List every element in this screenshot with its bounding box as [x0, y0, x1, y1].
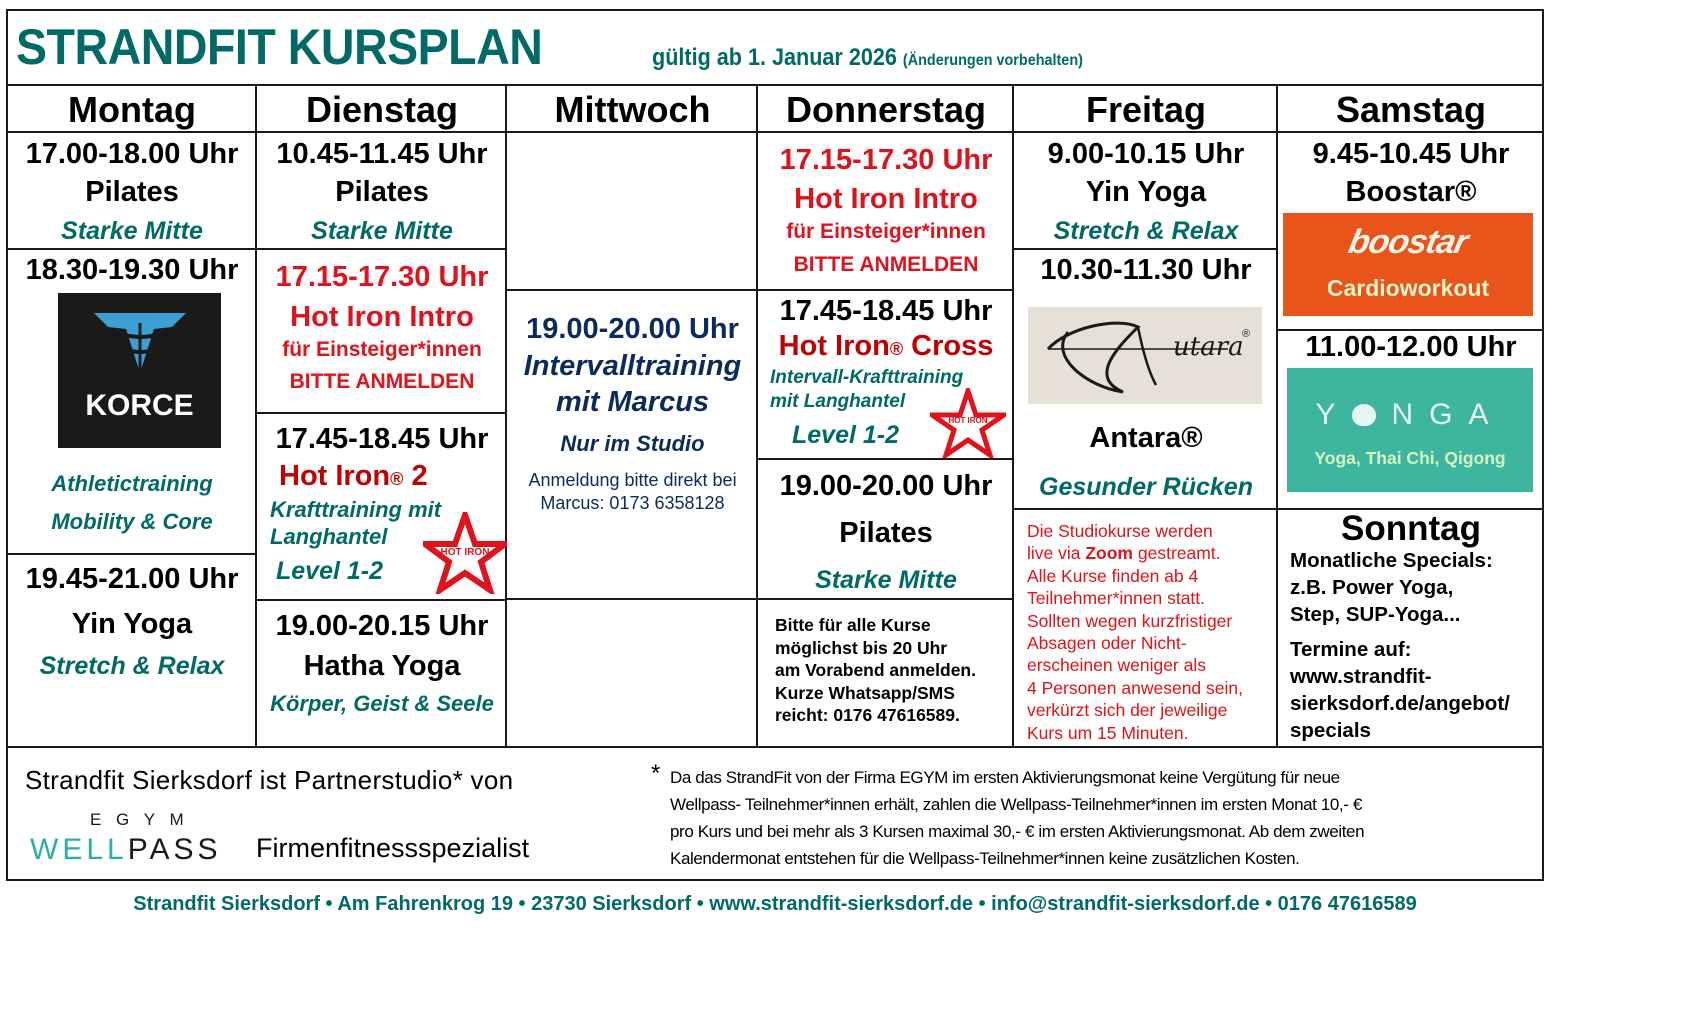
course-subtitle: für Einsteiger*innen	[282, 338, 482, 361]
course-subtitle: für Einsteiger*innen	[786, 220, 986, 243]
course-name: Hot Iron Intro	[290, 301, 474, 333]
footer-contact: Strandfit Sierksdorf • Am Fahrenkrog 19 • 23730 Sierksdorf • www.strandfit-sierksdorf.de • info@strandfit-sierksdorf.de • 0176 47616589	[133, 893, 1417, 915]
course-time: 17.15-17.30 Uhr	[779, 144, 993, 176]
course-name: Hot Iron Intro	[794, 183, 978, 215]
korce-wordmark: KORCE	[85, 389, 194, 422]
boostar-tagline: Cardioworkout	[1326, 275, 1490, 301]
course-subtitle: Stretch & Relax	[39, 652, 225, 680]
antara-signature-icon	[1028, 307, 1262, 404]
svg-text:HOT IRON: HOT IRON	[948, 416, 988, 425]
partner-statement: Strandfit Sierksdorf ist Partnerstudio* von	[25, 765, 514, 795]
antara-logo	[1028, 307, 1262, 404]
course-time: 17.15-17.30 Uhr	[275, 261, 489, 293]
course-montag-korce	[8, 252, 256, 288]
course-subtitle: Körper, Geist & Seele	[270, 691, 494, 716]
course-name: Intervalltraining	[523, 350, 742, 382]
course-time: 19.00-20.15 Uhr	[275, 610, 489, 642]
divider	[757, 458, 1014, 460]
boostar-wordmark: boostar	[1345, 223, 1471, 261]
course-donnerstag-hot-iron-cross	[759, 294, 1013, 367]
specials-link[interactable]: www.strandfit-	[1290, 665, 1432, 688]
course-dienstag-hot-iron-2	[258, 420, 506, 458]
korce-v-icon	[58, 293, 221, 448]
course-dienstag-hatha-yoga	[258, 607, 506, 721]
specials-link[interactable]: specials	[1290, 719, 1371, 742]
valid-from-date: gültig ab 1. Januar 2026	[652, 44, 897, 71]
divider	[506, 289, 758, 291]
page-title: STRANDFIT KURSPLAN	[16, 19, 543, 75]
course-subtitle: Athletictraining	[51, 471, 213, 496]
divider	[256, 412, 507, 414]
location-note: Nur im Studio	[560, 431, 705, 456]
course-freitag-antara	[1015, 252, 1277, 288]
zoom-notice: Die Studiokurse werden live via Zoom gestreamt. Alle Kurse finden ab 4 Teilnehmer*innen statt. Sollten wegen kurzfristiger Absagen oder Nicht- erscheinen weniger als 4 Personen anwesend sein, verkürzt sich der jeweilige Kurs um 15 Minuten.	[1027, 521, 1243, 743]
wellpass-pass: PASS	[127, 833, 222, 866]
course-subtitle: Mobility & Core	[51, 509, 213, 534]
divider	[757, 289, 1014, 291]
course-samstag-yonga	[1279, 331, 1543, 363]
course-time: 18.30-19.30 Uhr	[25, 254, 239, 286]
course-name: Antara®	[1089, 422, 1203, 454]
course-freitag-antara-info	[1015, 418, 1277, 516]
korce-logo	[58, 293, 221, 448]
registration-notice: Bitte für alle Kurse möglichst bis 20 Uhr am Vorabend anmelden. Kurze Whatsapp/SMS reicht: 0176 47616589.	[775, 615, 976, 725]
registration-note: BITTE ANMELDEN	[793, 253, 979, 276]
course-time: 9.45-10.45 Uhr	[1312, 138, 1510, 170]
course-time: 17.00-18.00 Uhr	[25, 138, 239, 170]
egym-wordmark: E G Y M	[90, 810, 189, 829]
sonntag-specials: Monatliche Specials: z.B. Power Yoga, Step, SUP-Yoga... Termine auf: www.strandfit- sierksdorf.de/angebot/ specials	[1290, 549, 1510, 742]
changes-note: (Änderungen vorbehalten)	[902, 52, 1083, 69]
footnote-asterisk: *	[651, 760, 661, 787]
wellpass-well: WELL	[30, 833, 128, 866]
course-name: Pilates	[839, 517, 933, 549]
yonga-heart-icon	[1352, 404, 1376, 426]
boostar-logo	[1283, 213, 1533, 316]
course-dienstag-hot-iron-intro	[258, 258, 506, 402]
course-level: Level 1-2	[276, 557, 384, 585]
course-name: Boostar®	[1345, 176, 1477, 208]
divider	[6, 84, 1544, 86]
course-name: Yin Yoga	[1085, 176, 1207, 208]
course-subtitle: Intervall-Krafttraining mit Langhantel	[770, 367, 964, 412]
course-name: Pilates	[85, 176, 179, 208]
svg-text:HOT IRON: HOT IRON	[440, 547, 490, 558]
divider	[6, 553, 257, 555]
wellpass-footnote: Da das StrandFit von der Firma EGYM im ersten Aktivierungsmonat keine Vergütung für neue Wellpass- Teilnehmer*innen erhält, zahlen die Wellpass-Teilnehmer*innen im ersten Monat 10,- € pro Kurs und bei mehr als 3 Kursen maximal 30,- € im ersten Aktivierungsmonat. Ab dem zweiten Kalendermonat entstehen für die Wellpass-Teilnehmer*innen keine zusätzlichen Kosten.	[670, 768, 1365, 868]
course-name: mit Marcus	[555, 386, 710, 418]
valid-from	[652, 44, 1083, 72]
course-time: 19.00-20.00 Uhr	[526, 313, 739, 345]
course-name: Pilates	[335, 176, 429, 208]
day-header-dienstag: Dienstag	[305, 89, 459, 130]
divider	[256, 599, 507, 601]
divider	[506, 598, 758, 600]
divider	[6, 746, 1544, 748]
yonga-tagline: Yoga, Thai Chi, Qigong	[1314, 448, 1506, 468]
course-donnerstag-hot-iron-intro	[759, 142, 1013, 286]
course-montag-yin-yoga	[8, 560, 256, 682]
hot-iron-star-icon	[423, 512, 507, 594]
wellpass-logo	[30, 833, 222, 867]
day-header-montag: Montag	[68, 89, 196, 130]
course-time: 17.45-18.45 Uhr	[779, 295, 993, 327]
course-time: 11.00-12.00 Uhr	[1305, 331, 1517, 363]
day-header-samstag: Samstag	[1335, 89, 1487, 130]
course-time: 9.00-10.15 Uhr	[1047, 138, 1245, 170]
course-subtitle: Stretch & Relax	[1053, 217, 1239, 245]
day-header-mittwoch: Mittwoch	[554, 89, 711, 130]
course-name: Hot Iron® Cross	[778, 330, 994, 362]
hot-iron-star-icon	[930, 388, 1006, 458]
svg-text:®: ®	[1242, 328, 1251, 340]
registration-note: BITTE ANMELDEN	[289, 370, 475, 393]
course-time: 10.30-11.30 Uhr	[1040, 254, 1252, 286]
course-samstag-boostar	[1279, 136, 1543, 212]
course-level: Level 1-2	[792, 421, 900, 449]
partner-description: Firmenfitnessspezialist	[256, 833, 530, 863]
course-montag-korce-desc	[8, 465, 256, 541]
course-name: Yin Yoga	[71, 608, 193, 640]
day-header-sonntag: Sonntag	[1341, 509, 1481, 548]
course-freitag-yin-yoga	[1015, 136, 1277, 250]
course-subtitle: Starke Mitte	[815, 566, 957, 594]
svg-text:utara: utara	[1173, 332, 1244, 362]
course-name: Hot Iron® 2	[279, 460, 428, 492]
course-montag-pilates	[8, 136, 256, 250]
course-subtitle: Krafttraining mit Langhantel	[270, 497, 442, 549]
course-time: 19.00-20.00 Uhr	[779, 470, 993, 502]
course-donnerstag-pilates	[759, 466, 1013, 600]
day-header-donnerstag: Donnerstag	[785, 89, 987, 130]
course-time: 10.45-11.45 Uhr	[276, 138, 488, 170]
course-subtitle: Starke Mitte	[61, 217, 203, 245]
contact-note: Anmeldung bitte direkt bei	[528, 470, 737, 490]
contact-phone: Marcus: 0173 6358128	[540, 493, 725, 513]
course-time: 19.45-21.00 Uhr	[25, 563, 239, 595]
yonga-wordmark: Y NGA	[1315, 398, 1505, 431]
course-name: Hatha Yoga	[303, 650, 461, 682]
yonga-logo	[1287, 368, 1533, 492]
specials-link[interactable]: sierksdorf.de/angebot/	[1290, 692, 1510, 715]
course-time: 17.45-18.45 Uhr	[275, 423, 489, 455]
course-mittwoch-intervalltraining	[508, 310, 757, 514]
course-subtitle: Starke Mitte	[311, 217, 453, 245]
course-subtitle: Gesunder Rücken	[1039, 473, 1253, 501]
course-dienstag-pilates	[258, 136, 506, 250]
zoom-highlight: Zoom	[1085, 543, 1133, 564]
day-header-freitag: Freitag	[1085, 89, 1207, 130]
